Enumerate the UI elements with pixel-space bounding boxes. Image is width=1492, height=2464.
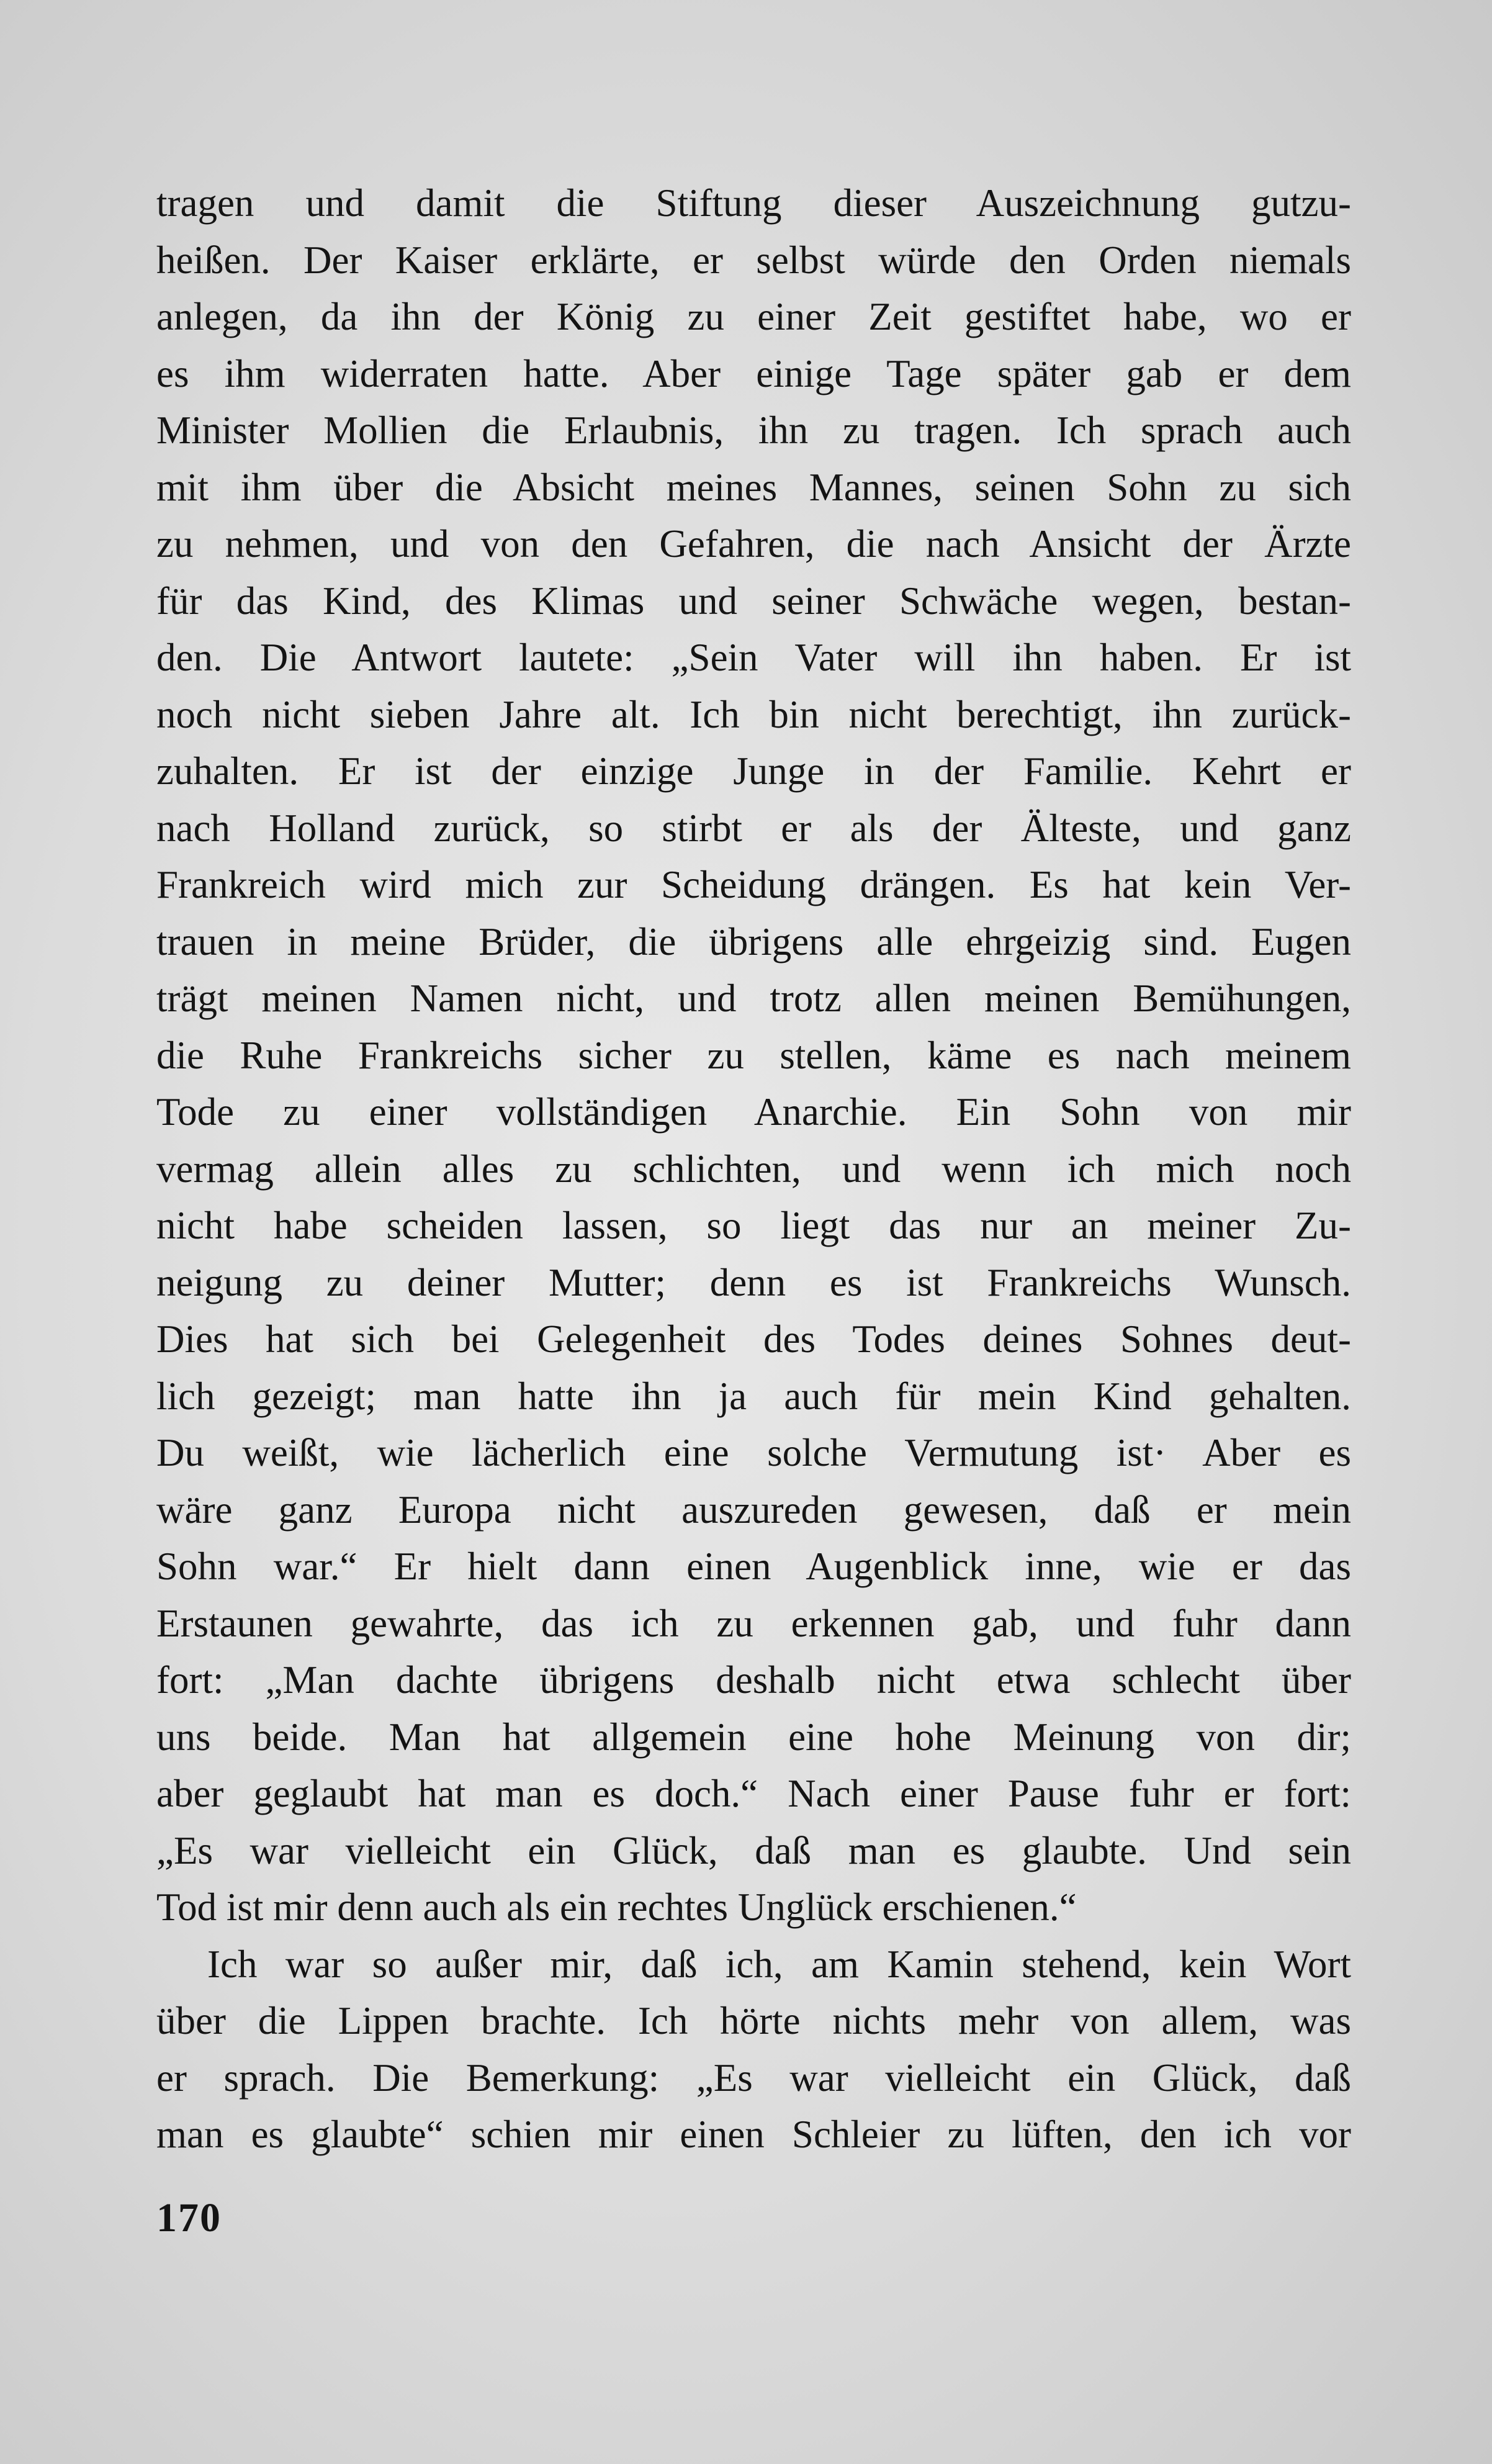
text-line: Dies hat sich bei Gelegenheit des Todes deines Sohnes deut-: [156, 1317, 1351, 1361]
paragraph-start-line: Ich war so außer mir, daß ich, am Kamin stehend, kein Wort: [207, 1942, 1351, 1986]
text-line: mit ihm über die Absicht meines Mannes, seinen Sohn zu sich: [156, 465, 1351, 509]
text-line: heißen. Der Kaiser erklärte, er selbst würde den Orden niemals: [156, 238, 1351, 282]
text-line: Frankreich wird mich zur Scheidung drängen. Es hat kein Ver-: [156, 863, 1351, 906]
text-line: den. Die Antwort lautete: „Sein Vater will ihn haben. Er ist: [156, 636, 1351, 679]
text-line: Minister Mollien die Erlaubnis, ihn zu tragen. Ich sprach auch: [156, 408, 1351, 452]
text-line: Du weißt, wie lächerlich eine solche Vermutung ist· Aber es: [156, 1431, 1351, 1474]
text-line: Tode zu einer vollständigen Anarchie. Ein Sohn von mir: [156, 1090, 1351, 1134]
text-line: zu nehmen, und von den Gefahren, die nach Ansicht der Ärzte: [156, 522, 1351, 566]
body-text: [156, 175, 1351, 2164]
text-line: trauen in meine Brüder, die übrigens alle ehrgeizig sind. Eugen: [156, 919, 1351, 963]
text-line: die Ruhe Frankreichs sicher zu stellen, käme es nach meinem: [156, 1033, 1351, 1077]
text-line: neigung zu deiner Mutter; denn es ist Frankreichs Wunsch.: [156, 1260, 1351, 1304]
text-line: nach Holland zurück, so stirbt er als der Älteste, und ganz: [156, 806, 1351, 850]
text-line: über die Lippen brachte. Ich hörte nichts mehr von allem, was: [156, 1999, 1351, 2042]
text-line: „Es war vielleicht ein Glück, daß man es glaubte. Und sein: [156, 1828, 1351, 1872]
text-line: Erstaunen gewahrte, das ich zu erkennen gab, und fuhr dann: [156, 1601, 1351, 1645]
paragraph-end-line: Tod ist mir denn auch als ein rechtes Unglück erschienen.“: [156, 1885, 1077, 1929]
text-line: lich gezeigt; man hatte ihn ja auch für mein Kind gehalten.: [156, 1374, 1351, 1418]
text-line: es ihm widerraten hatte. Aber einige Tage später gab er dem: [156, 351, 1351, 395]
text-line: nicht habe scheiden lassen, so liegt das nur an meiner Zu-: [156, 1204, 1351, 1247]
text-line: trägt meinen Namen nicht, und trotz allen meinen Bemühungen,: [156, 977, 1351, 1020]
text-line: zuhalten. Er ist der einzige Junge in der Familie. Kehrt er: [156, 749, 1351, 793]
text-line: fort: „Man dachte übrigens deshalb nicht etwa schlecht über: [156, 1658, 1351, 1702]
text-line: man es glaubte“ schien mir einen Schleier zu lüften, den ich vor: [156, 2113, 1351, 2156]
text-line: für das Kind, des Klimas und seiner Schwäche wegen, bestan-: [156, 579, 1351, 623]
text-line: uns beide. Man hat allgemein eine hohe Meinung von dir;: [156, 1715, 1351, 1759]
text-line: vermag allein alles zu schlichten, und wenn ich mich noch: [156, 1147, 1351, 1191]
text-line: wäre ganz Europa nicht auszureden gewesen, daß er mein: [156, 1487, 1351, 1532]
text-line: aber geglaubt hat man es doch.“ Nach einer Pause fuhr er fort:: [156, 1772, 1351, 1815]
text-line: tragen und damit die Stiftung dieser Auszeichnung gutzu-: [156, 181, 1351, 225]
text-line: anlegen, da ihn der König zu einer Zeit gestiftet habe, wo er: [156, 295, 1351, 338]
text-line: noch nicht sieben Jahre alt. Ich bin nicht berechtigt, ihn zurück-: [156, 692, 1351, 736]
text-line: er sprach. Die Bemerkung: „Es war vielleicht ein Glück, daß: [156, 2056, 1351, 2100]
text-line: Sohn war.“ Er hielt dann einen Augenblick inne, wie er das: [156, 1545, 1351, 1588]
page-number: 170: [156, 2195, 222, 2241]
